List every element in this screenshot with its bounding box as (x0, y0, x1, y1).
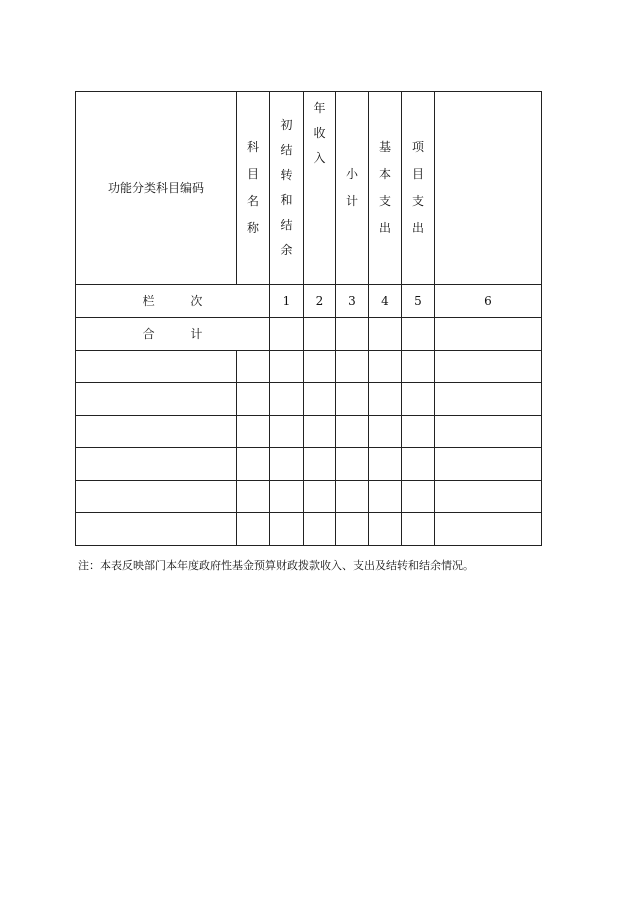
empty-cell (336, 513, 369, 546)
header-opening-balance-label: 初结转和结余 (280, 118, 293, 257)
order-col-1: 1 (270, 285, 304, 318)
empty-cell (369, 383, 402, 416)
header-subtotal-label: 小计 (346, 167, 359, 208)
empty-cell (402, 416, 435, 448)
empty-cell (76, 351, 237, 383)
empty-cell (336, 481, 369, 513)
empty-cell (435, 383, 542, 416)
empty-cell (237, 416, 270, 448)
empty-cell (270, 481, 304, 513)
empty-cell (369, 513, 402, 546)
order-col-5: 5 (402, 285, 435, 318)
empty-cell (76, 481, 237, 513)
empty-cell (336, 448, 369, 481)
header-annual-income-label: 年收入 (313, 101, 326, 165)
total-row-label-text: 合 计 (142, 327, 219, 341)
table-row (76, 513, 542, 546)
header-basic-expense (369, 92, 402, 285)
empty-cell (270, 513, 304, 546)
empty-cell (270, 416, 304, 448)
header-row (76, 92, 542, 285)
empty-cell (369, 351, 402, 383)
header-name-label: 科目名称 (247, 140, 260, 235)
header-code-label: 功能分类科目编码 (107, 181, 204, 195)
order-col-4: 4 (369, 285, 402, 318)
table-row (76, 351, 542, 383)
empty-cell (237, 383, 270, 416)
header-last-col (435, 92, 542, 285)
empty-cell (402, 448, 435, 481)
header-code (76, 92, 237, 285)
empty-cell (435, 481, 542, 513)
total-cell (304, 318, 336, 351)
empty-cell (435, 513, 542, 546)
table-row (76, 481, 542, 513)
header-project-expense-label: 项目支出 (412, 140, 425, 235)
empty-cell (76, 416, 237, 448)
header-project-expense (402, 92, 435, 285)
empty-cell (304, 416, 336, 448)
empty-cell (402, 351, 435, 383)
total-cell (402, 318, 435, 351)
empty-cell (270, 351, 304, 383)
empty-cell (304, 383, 336, 416)
header-subtotal (336, 92, 369, 285)
empty-cell (402, 481, 435, 513)
total-row-label (76, 318, 270, 351)
header-name (237, 92, 270, 285)
empty-cell (435, 351, 542, 383)
order-row-label (76, 285, 270, 318)
header-opening-balance (270, 92, 304, 285)
table-note: 注：本表反映部门本年度政府性基金预算财政拨款收入、支出及结转和结余情况。 (78, 559, 474, 572)
order-row (76, 285, 542, 318)
total-row (76, 318, 542, 351)
order-col-3: 3 (336, 285, 369, 318)
order-row-label-text: 栏 次 (142, 294, 219, 308)
total-cell (336, 318, 369, 351)
empty-cell (369, 416, 402, 448)
empty-cell (304, 448, 336, 481)
table-row (76, 448, 542, 481)
empty-cell (402, 383, 435, 416)
empty-cell (336, 383, 369, 416)
empty-cell (76, 383, 237, 416)
empty-cell (237, 448, 270, 481)
empty-cell (76, 448, 237, 481)
table-row (76, 416, 542, 448)
empty-cell (369, 481, 402, 513)
empty-cell (270, 383, 304, 416)
empty-cell (270, 448, 304, 481)
empty-cell (237, 481, 270, 513)
total-cell (369, 318, 402, 351)
total-cell (435, 318, 542, 351)
table-row (76, 383, 542, 416)
budget-table (75, 91, 542, 546)
empty-cell (76, 513, 237, 546)
empty-cell (237, 351, 270, 383)
empty-cell (336, 416, 369, 448)
empty-cell (336, 351, 369, 383)
empty-cell (237, 513, 270, 546)
empty-cell (435, 448, 542, 481)
empty-cell (304, 351, 336, 383)
empty-cell (369, 448, 402, 481)
total-cell (270, 318, 304, 351)
empty-cell (304, 513, 336, 546)
empty-cell (304, 481, 336, 513)
order-col-2: 2 (304, 285, 336, 318)
header-basic-expense-label: 基本支出 (379, 140, 392, 235)
empty-cell (435, 416, 542, 448)
order-col-6: 6 (435, 285, 542, 318)
header-annual-income (304, 92, 336, 285)
empty-cell (402, 513, 435, 546)
